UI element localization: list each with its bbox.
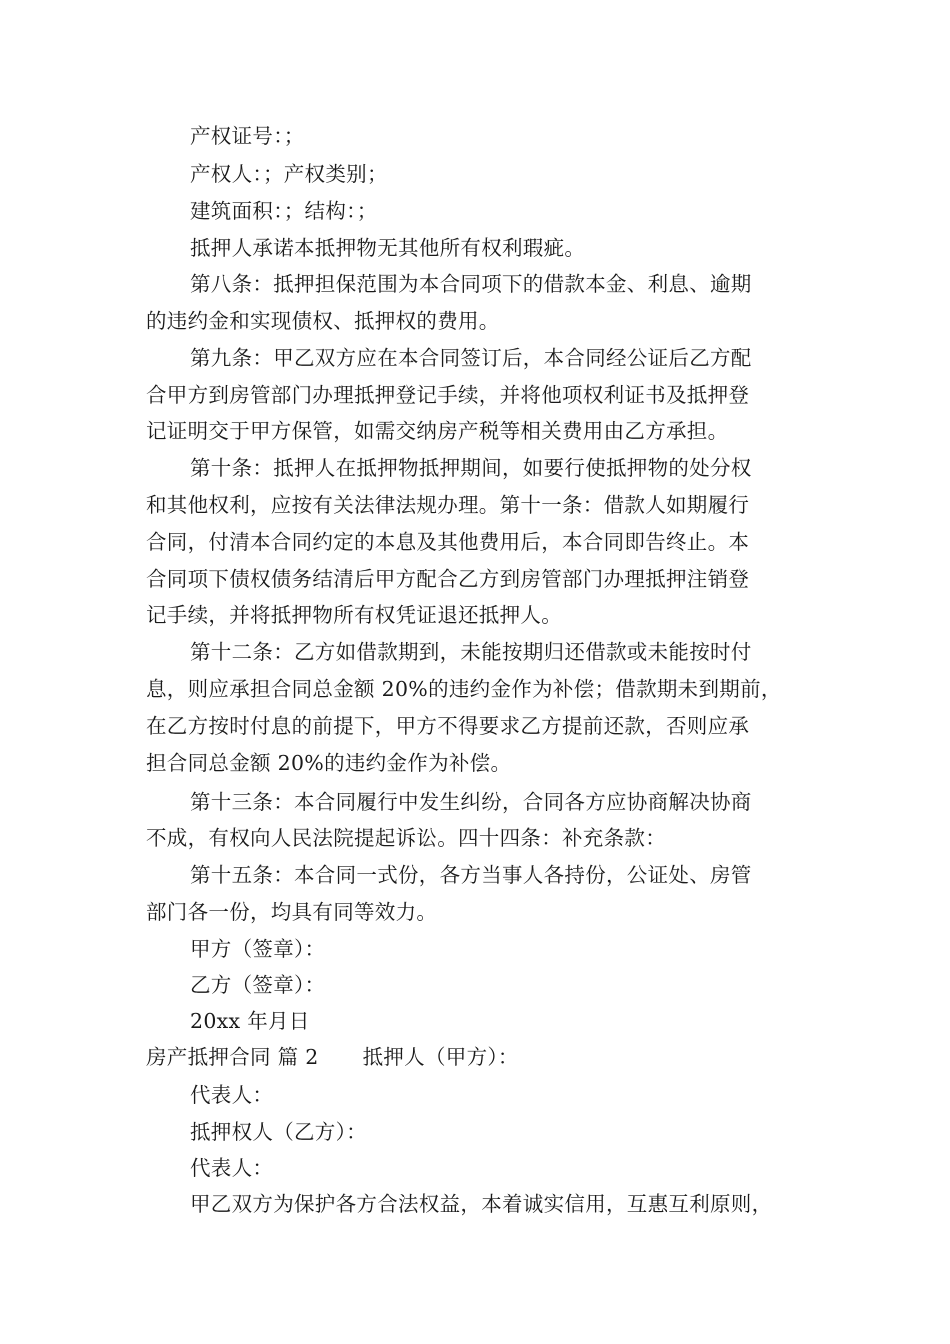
text-line: 第八条：抵押担保范围为本合同项下的借款本金、利息、逾期 bbox=[190, 272, 752, 296]
text-line: 担合同总金额 20%的违约金作为补偿。 bbox=[146, 751, 512, 775]
text-line: 和其他权利，应按有关法律法规办理。第十一条：借款人如期履行 bbox=[146, 493, 750, 517]
text-line: 记证明交于甲方保管，如需交纳房产税等相关费用由乙方承担。 bbox=[146, 419, 729, 443]
text-line: 在乙方按时付息的前提下，甲方不得要求乙方提前还款，否则应承 bbox=[146, 714, 750, 738]
text-line: 产权证号：； bbox=[190, 124, 305, 148]
text-line: 息，则应承担合同总金额 20%的违约金作为补偿；借款期未到期前， bbox=[146, 677, 782, 701]
text-line: 抵押权人（乙方）： bbox=[190, 1120, 367, 1144]
section-heading-row bbox=[146, 1043, 519, 1071]
text-line: 代表人： bbox=[190, 1156, 274, 1180]
text-line: 甲乙双方为保护各方合法权益，本着诚实信用，互惠互利原则， bbox=[190, 1192, 773, 1216]
signature-line-party-a: 甲方（签章）： bbox=[190, 937, 326, 961]
text-line: 产权人：；产权类别； bbox=[190, 162, 388, 186]
text-line: 建筑面积：；结构：； bbox=[190, 199, 378, 223]
text-line: 第九条：甲乙双方应在本合同签订后，本合同经公证后乙方配 bbox=[190, 346, 752, 370]
text-line: 不成，有权向人民法院提起诉讼。四十四条：补充条款： bbox=[146, 826, 666, 850]
text-line: 的违约金和实现债权、抵押权的费用。 bbox=[146, 309, 500, 333]
text-line: 第十三条：本合同履行中发生纠纷，合同各方应协商解决协商 bbox=[190, 790, 752, 814]
text-line: 第十五条：本合同一式份，各方当事人各持份，公证处、房管 bbox=[190, 863, 752, 887]
text-line: 第十条：抵押人在抵押物抵押期间，如要行使抵押物的处分权 bbox=[190, 456, 752, 480]
text-line: 第十二条：乙方如借款期到，未能按期归还借款或未能按时付 bbox=[190, 640, 752, 664]
signature-line-party-b: 乙方（签章）： bbox=[190, 973, 326, 997]
text-line: 合同，付清本合同约定的本息及其他费用后，本合同即告终止。本 bbox=[146, 530, 750, 554]
text-line: 合同项下债权债务结清后甲方配合乙方到房管部门办理抵押注销登 bbox=[146, 567, 750, 591]
section-title: 房产抵押合同 篇 2 bbox=[146, 1045, 319, 1069]
text-line: 抵押人承诺本抵押物无其他所有权利瑕疵。 bbox=[190, 236, 586, 260]
date-line: 20xx 年月日 bbox=[190, 1009, 310, 1033]
text-line: 代表人： bbox=[190, 1083, 274, 1107]
text-line: 记手续，并将抵押物所有权凭证退还抵押人。 bbox=[146, 603, 562, 627]
text-line: 合甲方到房管部门办理抵押登记手续，并将他项权利证书及抵押登 bbox=[146, 383, 750, 407]
party-a-label: 抵押人（甲方）： bbox=[362, 1045, 519, 1069]
text-line: 部门各一份，均具有同等效力。 bbox=[146, 900, 438, 924]
